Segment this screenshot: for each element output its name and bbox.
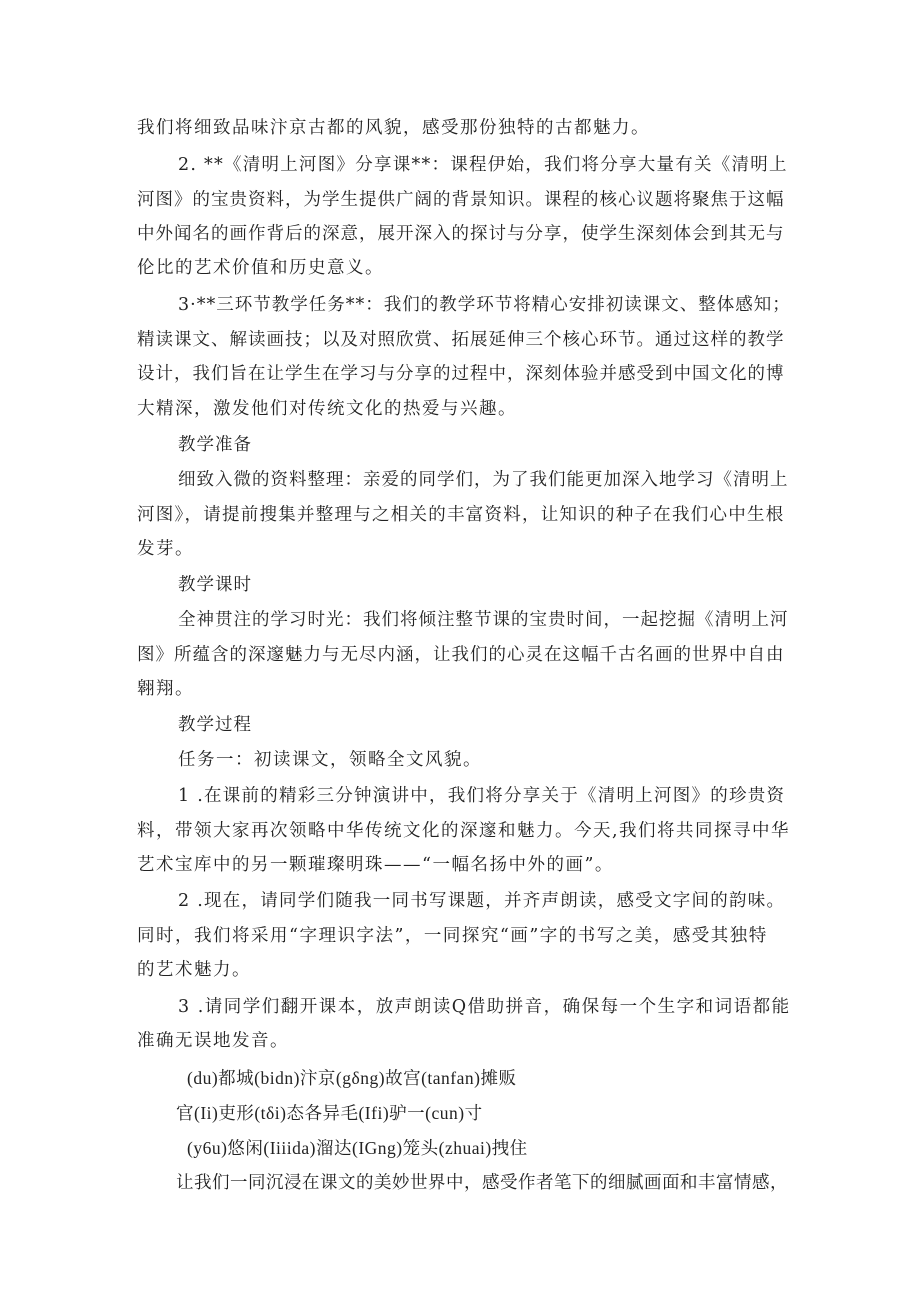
text-line: 精读课文、解读画技；以及对照欣赏、拓展延伸三个核心环节。通过这样的教学 bbox=[137, 330, 785, 350]
text-line: 河图》的宝贵资料，为学生提供广阔的背景知识。课程的核心议题将聚焦于这幅 bbox=[137, 190, 785, 210]
text-line: 发芽。 bbox=[137, 539, 194, 559]
text-line: 3·**三环节教学任务**：我们的教学环节将精心安排初读课文、整体感知； bbox=[178, 295, 791, 315]
text-line: 河图》，请提前搜集并整理与之相关的丰富资料，让知识的种子在我们心中生根 bbox=[137, 505, 785, 525]
pinyin-line: 官(Ii)吏形(tδi)态各异毛(Ifi)驴一(cun)寸 bbox=[176, 1103, 483, 1123]
text-line: 伦比的艺术价值和历史意义。 bbox=[137, 258, 384, 278]
pinyin-line: (y6u)悠闲(Iiiida)溜达(IGng)笼头(zhuai)拽住 bbox=[187, 1138, 528, 1158]
text-line: 任务一：初读课文，领略全文风貌。 bbox=[178, 750, 482, 770]
text-line: 艺术宝库中的另一颗璀璨明珠——“一幅名扬中外的画”。 bbox=[137, 855, 614, 875]
text-line: 让我们一同沉浸在课文的美妙世界中，感受作者笔下的细腻画面和丰富情感， bbox=[176, 1173, 788, 1193]
text-line: 设计，我们旨在让学生在学习与分享的过程中，深刻体验并感受到中国文化的博 bbox=[137, 364, 785, 384]
section-heading: 教学准备 bbox=[178, 435, 252, 455]
text-line: 翱翔。 bbox=[137, 679, 194, 699]
text-line: 3 .请同学们翻开课本，放声朗读Q借助拼音，确保每一个生字和词语都能 bbox=[178, 997, 791, 1017]
text-line: 2 .现在，请同学们随我一同书写课题，并齐声朗读，感受文字间的韵味。 bbox=[178, 891, 786, 911]
text-line: 图》所蕴含的深邃魅力与无尽内涵，让我们的心灵在这幅千古名画的世界中自由 bbox=[137, 645, 785, 665]
text-line: 大精深，激发他们对传统文化的热爱与兴趣。 bbox=[137, 399, 517, 419]
text-line: 我们将细致品味汴京古都的风貌，感受那份独特的古都魅力。 bbox=[137, 118, 650, 138]
pinyin-line: (du)都城(bidn)汴京(gδng)故宫(tanfan)摊贩 bbox=[187, 1068, 517, 1088]
text-line: 1 .在课前的精彩三分钟演讲中，我们将分享关于《清明上河图》的珍贵资 bbox=[178, 786, 786, 806]
text-line: 同时，我们将采用“字理识字法”，一同探究“画”字的书写之美，感受其独特 bbox=[137, 926, 768, 946]
text-line: 2. **《清明上河图》分享课**：课程伊始，我们将分享大量有关《清明上 bbox=[178, 155, 788, 175]
section-heading: 教学课时 bbox=[178, 575, 252, 595]
text-line: 中外闻名的画作背后的深意，展开深入的探讨与分享，使学生深刻体会到其无与 bbox=[137, 224, 785, 244]
text-line: 料，带领大家再次领略中华传统文化的深邃和魅力。今天,我们将共同探寻中华 bbox=[137, 821, 791, 841]
section-heading: 教学过程 bbox=[178, 715, 252, 735]
text-line: 全神贯注的学习时光：我们将倾注整节课的宝贵时间，一起挖掘《清明上河 bbox=[178, 610, 789, 630]
text-line: 准确无误地发音。 bbox=[137, 1031, 289, 1051]
text-line: 的艺术魅力。 bbox=[137, 960, 251, 980]
text-line: 细致入微的资料整理：亲爱的同学们，为了我们能更加深入地学习《清明上 bbox=[178, 470, 789, 490]
